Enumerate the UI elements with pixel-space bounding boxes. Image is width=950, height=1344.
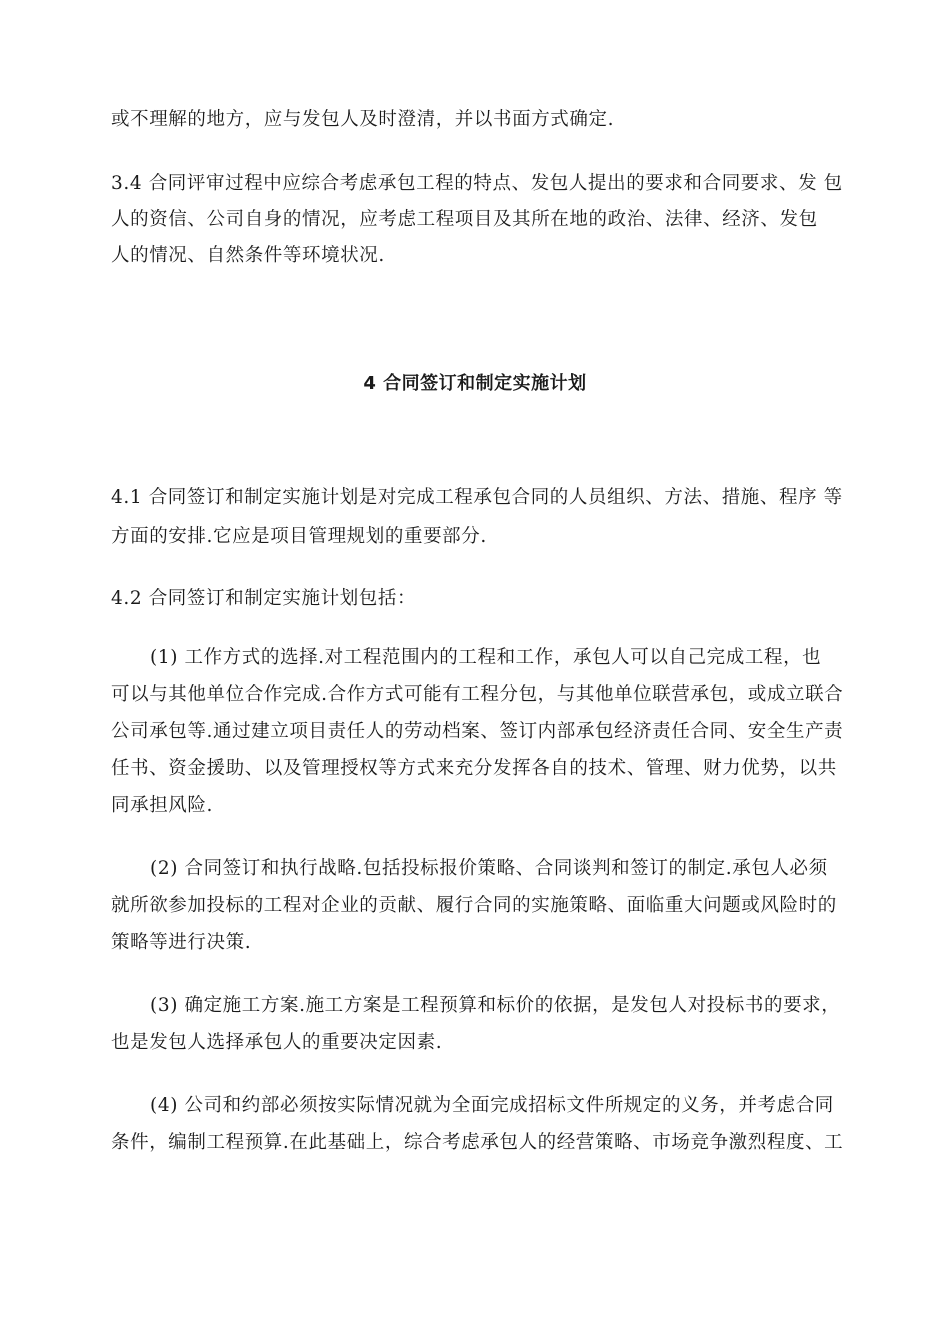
text-line: 4.2 合同签订和制定实施计划包括：: [111, 588, 417, 609]
text-line: 就所欲参加投标的工程对企业的贡献、履行合同的实施策略、面临重大问题或风险时的: [111, 895, 837, 916]
list-item-line: (1) 工作方式的选择.对工程范围内的工程和工作，承包人可以自己完成工程，也: [150, 647, 822, 668]
text-line: 3.4 合同评审过程中应综合考虑承包工程的特点、发包人提出的要求和合同要求、发 包: [111, 173, 843, 194]
text-line: 策略等进行决策.: [111, 932, 252, 953]
list-item-line: (4) 公司和约部必须按实际情况就为全面完成招标文件所规定的义务，并考虑合同: [150, 1095, 834, 1116]
section-heading: 4 合同签订和制定实施计划: [363, 373, 587, 394]
text-line: 可以与其他单位合作完成.合作方式可能有工程分包，与其他单位联营承包，或成立联合: [111, 684, 844, 705]
text-line: 同承担风险.: [111, 795, 213, 816]
list-item-line: (3) 确定施工方案.施工方案是工程预算和标价的依据，是发包人对投标书的要求，: [150, 995, 841, 1016]
text-line: 公司承包等.通过建立项目责任人的劳动档案、签订内部承包经济责任合同、安全生产责: [111, 721, 844, 742]
list-item-line: (2) 合同签订和执行战略.包括投标报价策略、合同谈判和签订的制定.承包人必须: [150, 858, 828, 879]
text-line: 人的资信、公司自身的情况，应考虑工程项目及其所在地的政治、法律、经济、发包: [111, 209, 818, 230]
text-line: 方面的安排.它应是项目管理规划的重要部分.: [111, 526, 487, 547]
text-line: 也是发包人选择承包人的重要决定因素.: [111, 1032, 443, 1053]
text-line: 4.1 合同签订和制定实施计划是对完成工程承包合同的人员组织、方法、措施、程序 等: [111, 487, 843, 508]
text-line: 条件，编制工程预算.在此基础上，综合考虑承包人的经营策略、市场竞争激烈程度、工: [111, 1132, 844, 1153]
text-line: 任书、资金援助、以及管理授权等方式来充分发挥各自的技术、管理、财力优势，以共: [111, 758, 837, 779]
text-line: 人的情况、自然条件等环境状况.: [111, 245, 385, 266]
text-line: 或不理解的地方，应与发包人及时澄清，并以书面方式确定.: [111, 109, 615, 130]
